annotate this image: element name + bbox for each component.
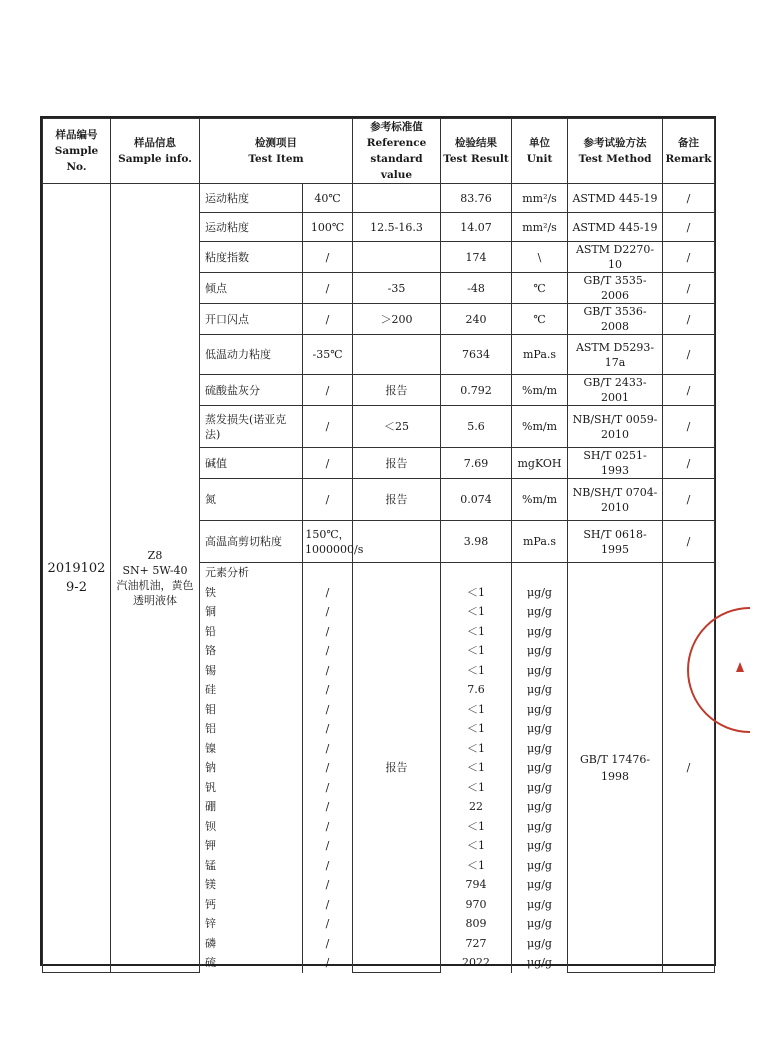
element-unit: μg/g [512, 680, 568, 700]
reference-value [353, 242, 441, 273]
remark: / [663, 213, 715, 242]
element-result: ＜1 [441, 758, 512, 778]
element-unit: μg/g [512, 817, 568, 837]
element-name: 钒 [200, 778, 303, 798]
header-sample-info: 样品信息 Sample info. [111, 119, 200, 184]
element-result: ＜1 [441, 836, 512, 856]
element-result: 727 [441, 934, 512, 954]
element-condition: / [303, 875, 353, 895]
test-method: GB/T 3536-2008 [568, 304, 663, 335]
test-condition: 100℃ [303, 213, 353, 242]
elements-remark: / [663, 563, 715, 973]
test-condition: 40℃ [303, 184, 353, 213]
element-condition: / [303, 739, 353, 759]
unit: mm²/s [512, 184, 568, 213]
element-unit: μg/g [512, 836, 568, 856]
element-name: 硅 [200, 680, 303, 700]
test-item: 蒸发损失(诺亚克法) [200, 406, 303, 448]
element-result: ＜1 [441, 661, 512, 681]
unit: ℃ [512, 273, 568, 304]
element-name: 锰 [200, 856, 303, 876]
element-condition: / [303, 836, 353, 856]
test-item: 硫酸盐灰分 [200, 375, 303, 406]
test-condition: 150℃，1000000/s [303, 521, 353, 563]
element-name: 锌 [200, 914, 303, 934]
element-name: 钙 [200, 895, 303, 915]
unit: ℃ [512, 304, 568, 335]
test-result: 240 [441, 304, 512, 335]
element-result: ＜1 [441, 583, 512, 603]
sample-info-cell: Z8 SN+ 5W-40 汽油机油，黄色 透明液体 [111, 184, 200, 973]
reference-value: 报告 [353, 375, 441, 406]
test-item: 氮 [200, 479, 303, 521]
element-unit: μg/g [512, 895, 568, 915]
element-condition: / [303, 914, 353, 934]
element-name: 钠 [200, 758, 303, 778]
reference-value: -35 [353, 273, 441, 304]
test-result: 3.98 [441, 521, 512, 563]
test-method: ASTM D2270-10 [568, 242, 663, 273]
reference-value: ＞200 [353, 304, 441, 335]
element-condition: / [303, 953, 353, 973]
element-condition: / [303, 797, 353, 817]
element-condition: / [303, 622, 353, 642]
element-result: 970 [441, 895, 512, 915]
element-result: ＜1 [441, 622, 512, 642]
test-method: NB/SH/T 0704-2010 [568, 479, 663, 521]
element-result: ＜1 [441, 602, 512, 622]
remark: / [663, 184, 715, 213]
header-unit: 单位 Unit [512, 119, 568, 184]
sample-number-cell: 2019102 9-2 [43, 184, 111, 973]
element-result: ＜1 [441, 719, 512, 739]
test-condition: / [303, 304, 353, 335]
element-condition: / [303, 661, 353, 681]
element-result: 809 [441, 914, 512, 934]
test-item: 运动粘度 [200, 213, 303, 242]
test-method: SH/T 0618-1995 [568, 521, 663, 563]
remark: / [663, 304, 715, 335]
element-condition: / [303, 934, 353, 954]
element-name: 硼 [200, 797, 303, 817]
element-result: ＜1 [441, 856, 512, 876]
test-condition: / [303, 479, 353, 521]
element-condition: / [303, 719, 353, 739]
element-unit: μg/g [512, 622, 568, 642]
element-condition: / [303, 641, 353, 661]
test-condition: -35℃ [303, 335, 353, 375]
element-result: ＜1 [441, 641, 512, 661]
empty-cell [303, 563, 353, 583]
header-reference-value: 参考标准值 Reference standard value [353, 119, 441, 184]
element-unit: μg/g [512, 758, 568, 778]
element-unit: μg/g [512, 602, 568, 622]
element-name: 镍 [200, 739, 303, 759]
test-item: 开口闪点 [200, 304, 303, 335]
element-condition: / [303, 758, 353, 778]
element-condition: / [303, 680, 353, 700]
test-item: 低温动力粘度 [200, 335, 303, 375]
unit: mgKOH [512, 448, 568, 479]
element-result: ＜1 [441, 817, 512, 837]
red-seal-stamp [700, 600, 760, 740]
reference-value [353, 521, 441, 563]
element-name: 铬 [200, 641, 303, 661]
element-name: 锡 [200, 661, 303, 681]
element-unit: μg/g [512, 953, 568, 973]
test-method: ASTMD 445-19 [568, 184, 663, 213]
unit: mPa.s [512, 335, 568, 375]
elements-title: 元素分析 [200, 563, 303, 583]
remark: / [663, 479, 715, 521]
element-condition: / [303, 817, 353, 837]
test-method: GB/T 2433-2001 [568, 375, 663, 406]
element-condition: / [303, 583, 353, 603]
unit: %m/m [512, 406, 568, 448]
element-unit: μg/g [512, 661, 568, 681]
element-result: ＜1 [441, 700, 512, 720]
element-unit: μg/g [512, 583, 568, 603]
test-result: 83.76 [441, 184, 512, 213]
element-unit: μg/g [512, 778, 568, 798]
remark: / [663, 406, 715, 448]
element-unit: μg/g [512, 797, 568, 817]
element-result: ＜1 [441, 778, 512, 798]
table-row [43, 184, 715, 213]
element-result: 794 [441, 875, 512, 895]
element-unit: μg/g [512, 739, 568, 759]
test-result: 14.07 [441, 213, 512, 242]
reference-value: 12.5-16.3 [353, 213, 441, 242]
test-condition: / [303, 273, 353, 304]
test-method: SH/T 0251-1993 [568, 448, 663, 479]
reference-value [353, 335, 441, 375]
element-unit: μg/g [512, 719, 568, 739]
element-name: 钾 [200, 836, 303, 856]
element-unit: μg/g [512, 875, 568, 895]
element-name: 镁 [200, 875, 303, 895]
reference-value: ＜25 [353, 406, 441, 448]
element-result: ＜1 [441, 739, 512, 759]
header-row [43, 119, 715, 184]
element-condition: / [303, 856, 353, 876]
reference-value: 报告 [353, 448, 441, 479]
header-test-result: 检验结果 Test Result [441, 119, 512, 184]
element-condition: / [303, 700, 353, 720]
test-method: ASTMD 445-19 [568, 213, 663, 242]
element-name: 硫 [200, 953, 303, 973]
element-name: 铁 [200, 583, 303, 603]
test-item: 运动粘度 [200, 184, 303, 213]
element-unit: μg/g [512, 700, 568, 720]
header-test-method: 参考试验方法 Test Method [568, 119, 663, 184]
element-unit: μg/g [512, 856, 568, 876]
element-result: 7.6 [441, 680, 512, 700]
test-report-table [42, 118, 715, 973]
unit: \ [512, 242, 568, 273]
elements-reference: 报告 [353, 563, 441, 973]
test-method: NB/SH/T 0059-2010 [568, 406, 663, 448]
test-condition: / [303, 242, 353, 273]
element-unit: μg/g [512, 934, 568, 954]
unit: %m/m [512, 375, 568, 406]
elements-method: GB/T 17476-1998 [568, 563, 663, 973]
report-table-frame [40, 116, 716, 970]
test-result: 0.792 [441, 375, 512, 406]
element-name: 铝 [200, 719, 303, 739]
header-test-item: 检测项目 Test Item [200, 119, 353, 184]
empty-cell [512, 563, 568, 583]
element-unit: μg/g [512, 641, 568, 661]
reference-value: 报告 [353, 479, 441, 521]
test-result: 174 [441, 242, 512, 273]
header-sample-no: 样品编号 Sample No. [43, 119, 111, 184]
test-method: ASTM D5293-17a [568, 335, 663, 375]
remark: / [663, 242, 715, 273]
test-result: 5.6 [441, 406, 512, 448]
element-name: 铅 [200, 622, 303, 642]
reference-value [353, 184, 441, 213]
remark: / [663, 448, 715, 479]
test-item: 碱值 [200, 448, 303, 479]
test-method: GB/T 3535-2006 [568, 273, 663, 304]
test-result: -48 [441, 273, 512, 304]
remark: / [663, 335, 715, 375]
unit: mPa.s [512, 521, 568, 563]
element-name: 钼 [200, 700, 303, 720]
test-item: 高温高剪切粘度 [200, 521, 303, 563]
test-result: 0.074 [441, 479, 512, 521]
element-name: 钡 [200, 817, 303, 837]
header-remark: 备注 Remark [663, 119, 715, 184]
element-result: 22 [441, 797, 512, 817]
remark: / [663, 375, 715, 406]
test-condition: / [303, 375, 353, 406]
unit: %m/m [512, 479, 568, 521]
test-result: 7.69 [441, 448, 512, 479]
element-name: 铜 [200, 602, 303, 622]
test-condition: / [303, 406, 353, 448]
empty-cell [441, 563, 512, 583]
element-result: 2022 [441, 953, 512, 973]
seal-star [736, 662, 744, 672]
element-condition: / [303, 895, 353, 915]
element-name: 磷 [200, 934, 303, 954]
test-item: 粘度指数 [200, 242, 303, 273]
remark: / [663, 521, 715, 563]
element-condition: / [303, 602, 353, 622]
remark: / [663, 273, 715, 304]
element-unit: μg/g [512, 914, 568, 934]
test-result: 7634 [441, 335, 512, 375]
unit: mm²/s [512, 213, 568, 242]
element-condition: / [303, 778, 353, 798]
test-condition: / [303, 448, 353, 479]
test-item: 倾点 [200, 273, 303, 304]
